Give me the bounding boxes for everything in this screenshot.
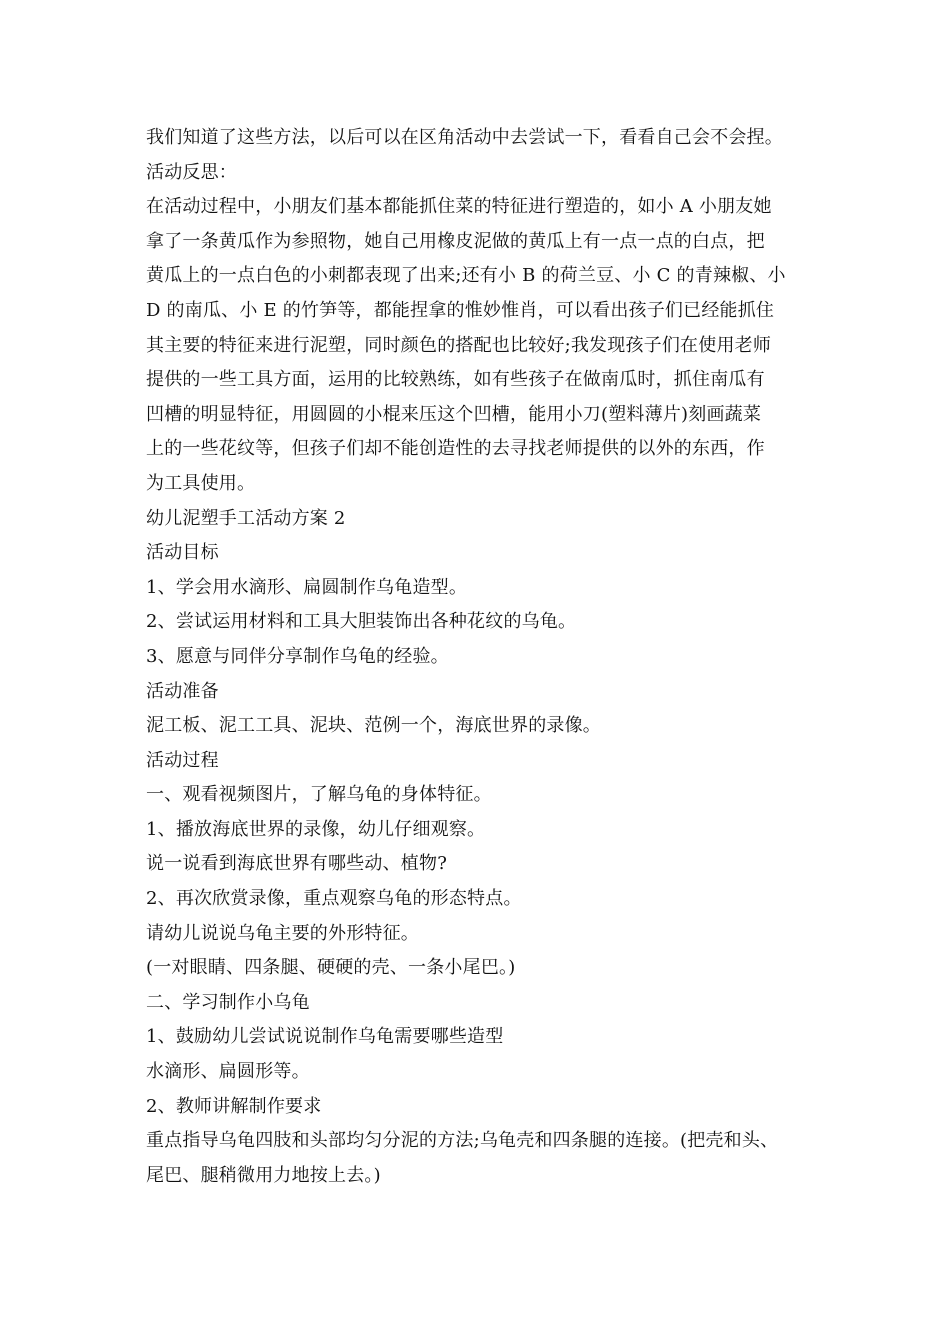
list-item: 1、学会用水滴形、扁圆制作乌龟造型。: [146, 576, 468, 598]
document-body: [146, 121, 836, 1193]
subsection-heading: 二、学习制作小乌龟: [146, 991, 310, 1013]
section-heading: 活动反思：: [146, 161, 237, 183]
section-heading: 活动准备: [146, 680, 219, 702]
text-line: 说一说看到海底世界有哪些动、植物?: [146, 853, 448, 875]
text-line: 拿了一条黄瓜作为参照物，她自己用橡皮泥做的黄瓜上有一点一点的白点，把: [146, 230, 765, 252]
text-line: 上的一些花纹等，但孩子们却不能创造性的去寻找老师提供的以外的东西，作: [146, 438, 765, 460]
list-item: 3、愿意与同伴分享制作乌龟的经验。: [146, 645, 449, 667]
list-item: 1、鼓励幼儿尝试说说制作乌龟需要哪些造型: [146, 1026, 504, 1048]
document-title: 幼儿泥塑手工活动方案 2: [146, 507, 346, 529]
section-heading: 活动目标: [146, 542, 219, 564]
list-item: 1、播放海底世界的录像，幼儿仔细观察。: [146, 818, 486, 840]
text-line: 我们知道了这些方法，以后可以在区角活动中去尝试一下，看看自己会不会捏。: [146, 127, 783, 148]
text-line: 提供的一些工具方面，运用的比较熟练，如有些孩子在做南瓜时，抓住南瓜有: [146, 369, 765, 391]
list-item: 2、再次欣赏录像，重点观察乌龟的形态特点。: [146, 888, 522, 910]
text-line: 凹槽的明显特征，用圆圆的小棍来压这个凹槽，能用小刀(塑料薄片)刻画蔬菜: [146, 403, 762, 425]
text-line: 重点指导乌龟四肢和头部均匀分泥的方法;乌龟壳和四条腿的连接。(把壳和头、: [146, 1130, 779, 1152]
text-line: 其主要的特征来进行泥塑，同时颜色的搭配也比较好;我发现孩子们在使用老师: [146, 334, 772, 356]
text-line: 请幼儿说说乌龟主要的外形特征。: [146, 922, 419, 944]
text-line: 黄瓜上的一点白色的小刺都表现了出来;还有小 B 的荷兰豆、小 C 的青辣椒、小: [146, 265, 786, 287]
text-line: 为工具使用。: [146, 472, 256, 494]
text-line: (一对眼睛、四条腿、硬硬的壳、一条小尾巴。): [146, 957, 516, 979]
text-line: 水滴形、扁圆形等。: [146, 1061, 310, 1083]
subsection-heading: 一、观看视频图片，了解乌龟的身体特征。: [146, 784, 492, 806]
text-line: 在活动过程中，小朋友们基本都能抓住菜的特征进行塑造的，如小 A 小朋友她: [146, 196, 772, 218]
text-line: 尾巴、腿稍微用力地按上去。): [146, 1164, 381, 1186]
list-item: 2、尝试运用材料和工具大胆装饰出各种花纹的乌龟。: [146, 611, 577, 633]
text-line: 泥工板、泥工工具、泥块、范例一个，海底世界的录像。: [146, 715, 601, 737]
section-heading: 活动过程: [146, 749, 219, 771]
list-item: 2、教师讲解制作要求: [146, 1095, 322, 1117]
text-line: D 的南瓜、小 E 的竹笋等，都能捏拿的惟妙惟肖，可以看出孩子们已经能抓住: [146, 299, 775, 321]
